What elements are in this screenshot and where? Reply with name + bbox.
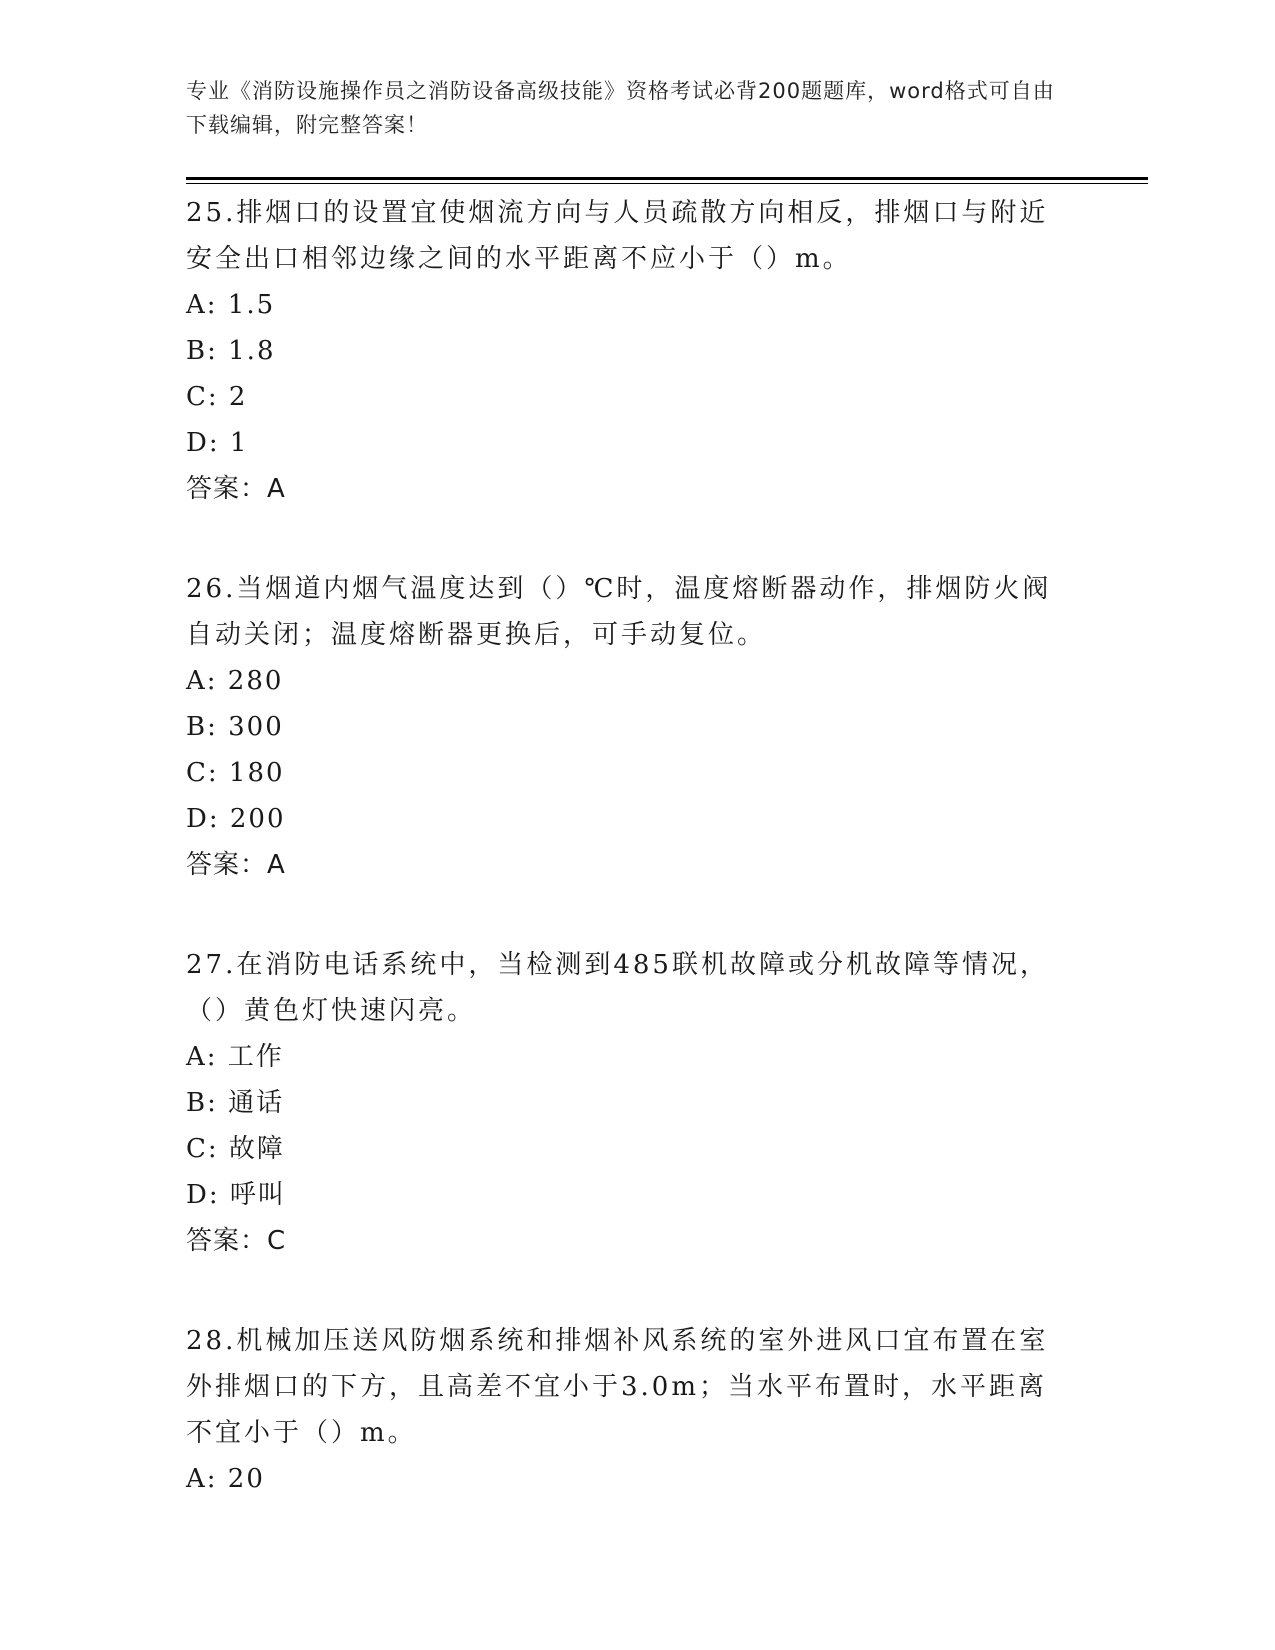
option-a: A: 20 [186, 1464, 265, 1494]
question-stem: 27.在消防电话系统中，当检测到485联机故障或分机故障等情况，（）黄色灯快速闪亮。 [186, 950, 1049, 1026]
header-rule-thick [186, 177, 1148, 180]
option-b: B: 1.8 [186, 336, 276, 366]
document-header: 专业《消防设施操作员之消防设备高级技能》资格考试必背200题题库，word格式可自由下载编辑，附完整答案！ [186, 79, 1055, 137]
question-list [186, 190, 1086, 1502]
option-b: B: 通话 [186, 1088, 285, 1118]
header-rule-thin [186, 183, 1148, 184]
option-d: D: 呼叫 [186, 1180, 286, 1210]
question-stem: 25.排烟口的设置宜使烟流方向与人员疏散方向相反，排烟口与附近安全出口相邻边缘之间的水平距离不应小于（）m。 [186, 198, 1049, 274]
option-a: A: 工作 [186, 1042, 284, 1072]
option-c: C: 故障 [186, 1134, 285, 1164]
option-c: C: 180 [186, 758, 285, 788]
option-c: C: 2 [186, 382, 248, 412]
question-stem: 28.机械加压送风防烟系统和排烟补风系统的室外进风口宜布置在室外排烟口的下方，且高差不宜小于3.0m；当水平布置时，水平距离不宜小于（）m。 [186, 1326, 1049, 1448]
option-d: D: 200 [186, 804, 286, 834]
option-a: A: 1.5 [186, 290, 276, 320]
option-b: B: 300 [186, 712, 284, 742]
answer: 答案：C [186, 1226, 287, 1256]
question-26 [186, 566, 1086, 888]
question-25 [186, 190, 1086, 512]
option-d: D: 1 [186, 428, 249, 458]
answer: 答案：A [186, 474, 286, 504]
question-27 [186, 942, 1086, 1264]
option-a: A: 280 [186, 666, 284, 696]
answer: 答案：A [186, 850, 286, 880]
question-stem: 26.当烟道内烟气温度达到（）℃时，温度熔断器动作，排烟防火阀自动关闭；温度熔断器更换后，可手动复位。 [186, 574, 1052, 650]
question-28 [186, 1318, 1086, 1502]
